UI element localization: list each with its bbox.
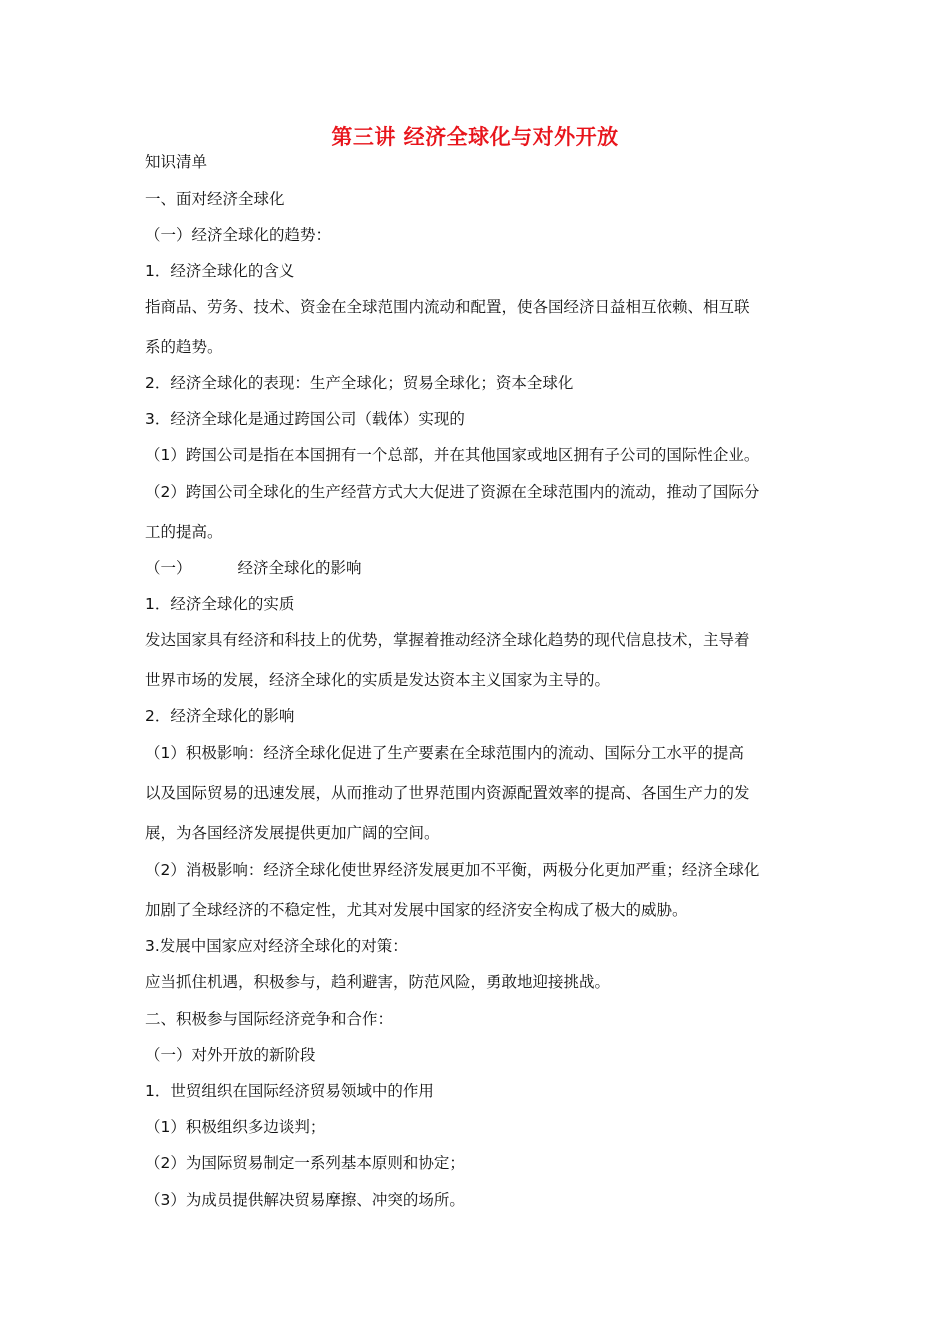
subsection-heading <box>145 558 362 578</box>
chapter-heading: 一、面对经济全球化 <box>145 190 285 208</box>
subsection-number: （一） <box>145 559 192 577</box>
item-heading: 1．经济全球化的实质 <box>145 595 295 613</box>
item-heading: 1．经济全球化的含义 <box>145 262 295 280</box>
paragraph-line: 工的提高。 <box>145 523 223 541</box>
item-heading: 2．经济全球化的表现：生产全球化；贸易全球化；资本全球化 <box>145 374 574 392</box>
subsection-heading: （一）经济全球化的趋势： <box>145 226 332 244</box>
paragraph-line: 系的趋势。 <box>145 338 223 356</box>
item-heading: 2．经济全球化的影响 <box>145 707 295 725</box>
section-heading: 知识清单 <box>145 153 208 171</box>
paragraph-line: 指商品、劳务、技术、资金在全球范围内流动和配置，使各国经济日益相互依赖、相互联 <box>145 298 750 316</box>
subsection-heading: （一）对外开放的新阶段 <box>145 1046 316 1064</box>
paragraph-line: 发达国家具有经济和科技上的优势，掌握着推动经济全球化趋势的现代信息技术，主导着 <box>145 631 750 649</box>
document-title: 第三讲 经济全球化与对外开放 <box>331 125 619 149</box>
item-heading: 1．世贸组织在国际经济贸易领域中的作用 <box>145 1082 434 1100</box>
list-item: （3）为成员提供解决贸易摩擦、冲突的场所。 <box>145 1191 465 1209</box>
paragraph-line: （2）跨国公司全球化的生产经营方式大大促进了资源在全球范围内的流动，推动了国际分 <box>145 483 760 501</box>
paragraph-line: （1）积极影响：经济全球化促进了生产要素在全球范围内的流动、国际分工水平的提高 <box>145 744 744 762</box>
paragraph-line: 展，为各国经济发展提供更加广阔的空间。 <box>145 824 440 842</box>
paragraph-line: 以及国际贸易的迅速发展，从而推动了世界范围内资源配置效率的提高、各国生产力的发 <box>145 784 750 802</box>
paragraph-line: 加剧了全球经济的不稳定性，尤其对发展中国家的经济安全构成了极大的威胁。 <box>145 901 688 919</box>
paragraph-line: （1）跨国公司是指在本国拥有一个总部，并在其他国家或地区拥有子公司的国际性企业。 <box>145 446 760 464</box>
paragraph-line: 世界市场的发展，经济全球化的实质是发达资本主义国家为主导的。 <box>145 671 611 689</box>
item-heading: 3.发展中国家应对经济全球化的对策： <box>145 937 408 955</box>
item-heading: 3．经济全球化是通过跨国公司（载体）实现的 <box>145 410 465 428</box>
list-item: （2）为国际贸易制定一系列基本原则和协定； <box>145 1154 465 1172</box>
paragraph-line: 应当抓住机遇，积极参与，趋利避害，防范风险，勇敢地迎接挑战。 <box>145 973 611 991</box>
paragraph-line: （2）消极影响：经济全球化使世界经济发展更加不平衡，两极分化更加严重；经济全球化 <box>145 861 760 879</box>
chapter-heading: 二、积极参与国际经济竞争和合作： <box>145 1010 394 1028</box>
list-item: （1）积极组织多边谈判； <box>145 1118 326 1136</box>
subsection-title: 经济全球化的影响 <box>237 559 362 577</box>
